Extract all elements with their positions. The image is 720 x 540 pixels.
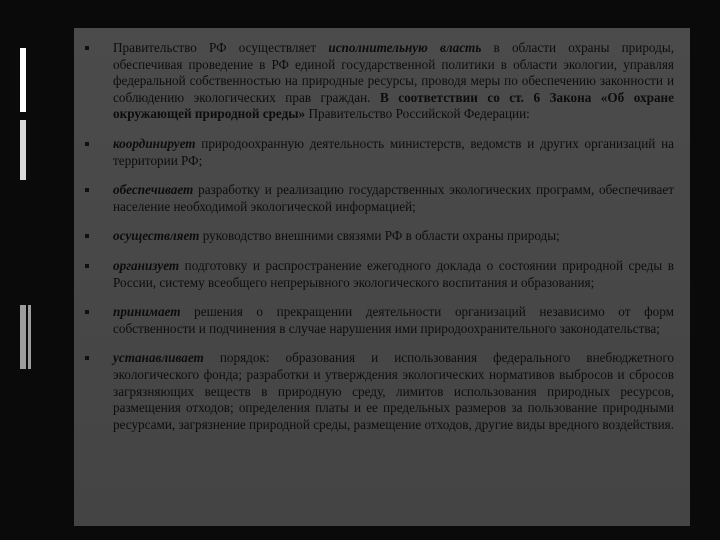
list-item bbox=[74, 258, 674, 291]
list-item-verb: осуществляет bbox=[113, 228, 200, 244]
square-bullet-icon bbox=[85, 188, 89, 192]
slide-content-panel bbox=[74, 28, 690, 526]
square-bullet-icon bbox=[85, 310, 89, 314]
square-bullet-icon bbox=[85, 356, 89, 360]
square-bullet-icon bbox=[85, 234, 89, 238]
list-item-verb: устанавливает bbox=[113, 350, 204, 366]
list-item-text: порядок: образования и использования федерального внебюджетного экологического фонда; разработки и утверждения экологических нормативов выбросов и сбросов загрязняющих веществ в природную среду, лимитов использования природных ресурсов, размещения отходов; определения платы и ее предельных размеров за пользование природными ресурсами, загрязнение природной среды, размещение отходов, другие виды вредного воздействия. bbox=[113, 350, 675, 432]
intro-text: Правительство Российской Федерации: bbox=[305, 106, 530, 122]
list-item bbox=[74, 350, 674, 433]
list-item bbox=[74, 228, 674, 245]
list-item bbox=[74, 40, 674, 123]
intro-text: в области охраны природы, обеспечивая проведение в РФ единой государственной политики в области экологии, управляя федеральной собственностью на природные ресурсы, проводя меры по обеспечению законности и соблюдению экологических прав граждан. bbox=[113, 40, 675, 105]
intro-text: осуществляет bbox=[226, 40, 329, 55]
square-bullet-icon bbox=[85, 264, 89, 268]
decorative-bar-bottom bbox=[20, 305, 26, 369]
decorative-bar-bottom-thin bbox=[28, 305, 31, 369]
list-item-text: решения о прекращении деятельности организаций независимо от форм собственности и подчинения в случае нарушения ими природоохранительного законодательства; bbox=[113, 304, 674, 336]
intro-emphasis: исполнительную власть bbox=[328, 40, 482, 55]
list-item-text: разработку и реализацию государственных экологических программ, обеспечивает население необходимой экологической информацией; bbox=[113, 182, 674, 214]
list-item-verb: принимает bbox=[113, 304, 181, 320]
intro-subject: Правительство РФ bbox=[113, 40, 227, 55]
decorative-bar-top bbox=[20, 48, 26, 112]
list-item-text: руководство внешними связями РФ в области охраны природы; bbox=[199, 228, 560, 244]
list-item-verb: организует bbox=[113, 257, 180, 273]
list-item-verb: обеспечивает bbox=[113, 182, 194, 198]
list-item bbox=[74, 136, 674, 169]
list-item bbox=[74, 182, 674, 215]
square-bullet-icon bbox=[85, 46, 89, 50]
bullet-list bbox=[74, 28, 690, 433]
square-bullet-icon bbox=[85, 142, 89, 146]
decorative-bar-middle bbox=[20, 120, 26, 180]
list-item-text: подготовку и распространение ежегодного доклада о состоянии природной среды в России, систему всеобщего непрерывного экологического воспитания и образования; bbox=[113, 257, 674, 290]
list-item-verb: координирует bbox=[113, 135, 196, 151]
intro-law-reference: В соответствии со ст. 6 Закона «Об охране окружающей природной среды» bbox=[113, 89, 674, 122]
list-item-text: природоохранную деятельность министерств, ведомств и других организаций на территории РФ; bbox=[113, 135, 674, 168]
list-item bbox=[74, 304, 674, 337]
